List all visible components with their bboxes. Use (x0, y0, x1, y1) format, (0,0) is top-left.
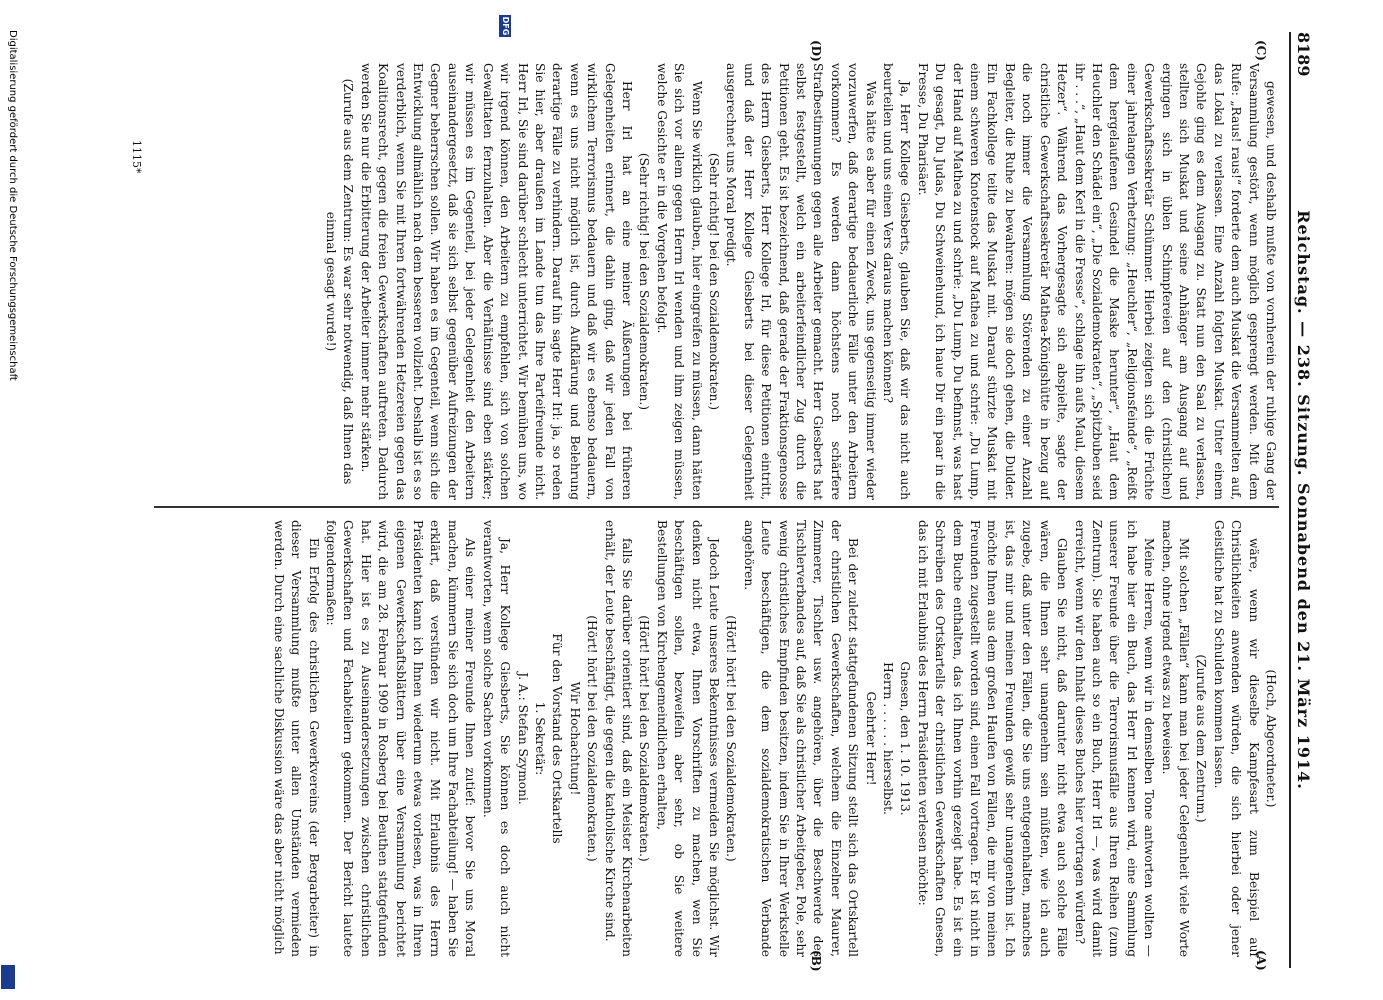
right-column-paragraph: Ja, Herr Kollege Giesberts, Sie können es doch auch nicht verantworten, wenn solche Sachen vorkommen. (480, 520, 513, 957)
margin-letter-d: (D) (809, 40, 823, 62)
right-column-paragraph: (Hoch, Abgeordneter.) (1264, 669, 1278, 808)
page-number: 8189 (1294, 32, 1313, 77)
right-column-paragraph: falls Sie darüber orientiert sind, daß ein Meister Kirchenarbeiten erhält, der Leute beschäftigt, die gegen die katholische Kirche sind. (602, 520, 634, 957)
column-rule (154, 506, 1279, 508)
dfg-logo-mark (1, 965, 15, 989)
right-column-paragraph: Jedoch Leute unseres Bekenntnisses vermeiden Sie möglichst. Wir denken nicht etwa, Ihnen Vorschriften zu machen, wen Sie beschäftigen sollen, bezweifeln aber sehr, ob Sie weitere Bestellungen von Kirchengemeindlichen erhalten, (654, 520, 721, 957)
header-rule (1289, 32, 1291, 968)
right-column-paragraph: Meine Herren, wenn wir in demselben Tone antworten wollten — ich habe hier ein Buch, das Herr Irl kennen wird, eine Sammlung unserer Freunde über die Terrorismusfälle aus Ihren Reihen (zum Zentrum). Sie haben auch so ein Buch, Herr Irl —, was wird damit erreicht, wenn wir den Inhalt dieses Buches hier vortragen würden? (1072, 520, 1157, 957)
right-column (149, 520, 1279, 957)
left-column-paragraph: (Zurufe aus dem Zentrum: Es war sehr notwendig, daß Ihnen das einmal gesagt wurde!) (324, 78, 356, 485)
margin-letter-b: (B) (809, 950, 823, 972)
side-credit (4, 30, 18, 990)
margin-letter-c: (C) (1254, 40, 1268, 61)
left-column (149, 63, 1279, 500)
right-column-paragraph: (Hört! hört! bei den Sozialdemokraten.) (585, 615, 600, 862)
right-column-paragraph: (Hört! hört! bei den Sozialdemokraten.) (637, 615, 652, 862)
right-column-paragraph: Ein Erfolg des christlichen Gewerkvereins (der Bergarbeiter) in dieser Versammlung mußte unter allen Umständen vermieden werden. Durch eine sachliche Diskussion wäre das aber nicht möglich (271, 520, 321, 957)
left-column-paragraph: Ja, Herr Kollege Giesberts, glauben Sie, daß wir das nicht auch beurteilen und uns einen Vers daraus machen können? (881, 63, 913, 500)
margin-letter-a: (A) (1254, 950, 1268, 971)
dfg-logo: DFG (501, 16, 510, 36)
right-column-paragraph: Herrn . . . . . . hierselbst. (881, 662, 896, 815)
signature-mark: 1115* (130, 140, 143, 174)
right-column-paragraph: Als einer meiner Freunde Ihnen zutief: bevor Sie uns Moral machen, kümmern Sie sich doch um Ihre Fachabteilung! — haben Sie erklärt, daß verstünden wir nicht. Mit Erlaubnis des Herrn Präsidenten kann ich Ihnen wiederum etwas vorlesen, was in Ihren eigenen Gewerkschaftsblättern über eine Versammlung berichtet wird, die am 28. Februar 1909 in Rosberg bei Beuthen stattgefunden hat. Hier ist es zu Auseinandersetzungen zwischen christlichen Gewerkschaften und Fachabteilern gekommen. Der Bericht lautete folgendermaßen: (324, 520, 478, 957)
left-column-paragraph: (Sehr richtig! bei den Sozialdemokraten.) (707, 152, 721, 411)
left-column-paragraph: Was hätte es aber für einen Zweck, uns gegenseitig immer wieder vorzuwerfen, daß derartige bedauerliche Fälle unter den Arbeitern vorkommen? Es werden dann höchstens noch schärfere Strafbestimmungen gegen alle Arbeiter gemacht. Herr Giesberts hat selbst festgestellt, welch ein arbeiterfeindlicher Zug durch die Petitionen geht. Es ist bezeichnend, daß gerade der Fraktionsgenosse des Herrn Giesberts, Herr Kollege Irl, für diese Petitionen eintritt, und daß der Herr Kollege Giesberts bei dieser Gelegenheit ausgerechnet uns Moral predigt. (724, 63, 878, 500)
right-column-paragraph: J. A.: Stefan Szymoni. (515, 672, 530, 805)
running-header (1291, 32, 1313, 968)
left-column-paragraph: Wenn Sie wirklich glauben, hier eingreifen zu müssen, dann hätten Sie sich vor allem gegen Herrn Irl wenden und ihm zeigen müssen, welche Gesichte er in die Vorgehen befolgt. (654, 63, 704, 500)
right-column-paragraph: wäre, wenn wir dieselbe Kampfesart zum Beispiel auf Christlichkeiten anwenden würden, die sich hierbei oder jener Geistliche hat zu Schulden kommen lassen. (1211, 520, 1261, 957)
right-column-paragraph: Bei der zuletzt stattgefundenen Sitzung stellt sich das Ortskartell der christlichen Gewerkschaften, welchem die Einzelner Maurer, Zimmerer, Tischler usw. angehören, über die Beschwerde des Tischlerverbandes auf, daß Sie als christlicher Arbeitgeber, Pole, sehr wenig christliches Empfinden besitzen, indem Sie in Ihrer Werkstelle Leute beschäftigen, die dem sozialdemokratischen Verbande angehören. (741, 520, 861, 957)
right-column-paragraph: Geehrter Herr! (863, 691, 878, 786)
right-column-paragraph: Glauben Sie nicht, daß darunter nicht etwa auch solche Fälle wären, die Ihnen sehr unangenehm sein müßten, wie ich auch zugebe, daß unter den Fällen, die Sie uns entgegenhalten, manches ist, das mir und meinen Freunden gewiß sehr unangenehm ist. Ich möchte Ihnen aus dem großen Haufen von Fällen, die mir von meinen Freunden zugestellt worden sind, einen Fall vortragen. Er ist nicht in dem Buche enthalten, das ich Ihnen vorhin gezeigt habe. Es ist ein Schreiben des Ortskartells der christlichen Gewerkschaften Gnesen, das ich mit Erlaubnis des Herrn Präsidenten verlesen möchte: (915, 520, 1070, 957)
right-column-paragraph: Mit solchen „Fällen“ kann man bei jeder Gelegenheit viele Worte machen, ohne irgend etwas zu beweisen. (1159, 520, 1191, 957)
left-column-paragraph: (Sehr richtig! bei den Sozialdemokraten.) (637, 152, 652, 411)
left-column-paragraph: gewesen, und deshalb mußte von vornherein der ruhige Gang der Versammlung gestört, wenn möglich gesprengt werden. Mit dem Rufe: „Raus! raus!“ forderte dem auch Muskat die Versammelten auf, das Lokal zu verlassen. Eine Anzahl folgten Muskat. Unter einem Gejohle ging es dem Ausgang zu. Statt nun den Saal zu verlassen, stellten sich Muskat und seine Anhänger am Ausgang auf und ergingen sich in üblen Schimpfereien auf den (christlichen) Gewerkschaftssekretär Schümmer. Hierbei zeigten sich die Früchte einer jahrelangen Verhetzung: „Heuchler“, „Religionsfeinde“, „Reißt dem hergelaufenen Gesindel die Maske herunter“, „Haut dem Heuchler den Schädel ein“, „Die Sozialdemokraten“, „Spitzbuben seid ihr . . .“, „Haut dem Kerl in die Fresse“, schlage ihn aufs Maul, diesem Hetzer“. Während das Vorhergesagte sich abspielte, sagte der christliche Gewerkschaftssekretär Mathea-Königshütte in bezug auf die noch immer die Versammlung Störenden zu einer Anzahl Begleiter, die Ruhe zu bewahren: mögen sie doch gehen, die Dulder. Ein Fachkollege teilte das Muskat mit. Darauf stürzte Muskat mit einem schweren Knotenstock auf Mathea zu und schrie: „Du Lump, der Hand auf Mathea zu und schrie: „Du Lump, Du befinnst, was hast Du gesagt, Du Judas, Du Schweinehund, ich haue Dir ein paar in die Fresse, Du Pharisäer. (915, 63, 1278, 500)
side-credit-text: Digitalisierung gefördert durch die Deutsche Forschungsgemeinschaft (7, 30, 18, 381)
right-column-paragraph: Für den Vorstand des Ortskartells (550, 633, 565, 844)
digitization-note (493, 0, 513, 1000)
right-column-paragraph: 1. Sekretär: (532, 701, 547, 776)
right-column-paragraph: Wir Hochachtung! (567, 681, 582, 796)
header-title: Reichstag. — 238. Sitzung. Sonnabend den 21. März 1914. (1294, 210, 1313, 790)
left-column-paragraph: Herr Irl hat an eine meiner Äußerungen bei früheren Gelegenheiten erinnert, die dahin ging, daß wir jeden Fall von wirklichem Terrorismus bedauern und daß wir es ebenso bedauern, wenn es uns nicht möglich ist, durch Aufklärung und Belehrung derartige Fälle zu verhindern. Darauf hin sagte Herr Irl: ja, so reden Sie hier, aber draußen im Lande tun das Ihre Parteifreunde nicht. Herr Irl, Sie sind darüber schlecht unterrichtet. Wir bemühen uns, wo wir irgend können, den Arbeitern zu empfehlen, sich von solchen Gewalttaten fernzuhalten. Aber die Verhältnisse sind eben stärker; wir müssen es im Gegenteil, bei jeder Gelegenheit den Arbeitern auseinandergesetzt, daß sie sich selbst gegenüber Aufreizungen der Gegner beherrschen sollen. Wir haben es im Gegenteil, wenn sich die Entwicklung allmählich nach dem besseren vollzieht. Deshalb ist es so verderblich, wenn Sie mit Ihren fortwährenden Hetzereien gegen das Koalitionsrecht, gegen die freien Gewerkschaften auftreten. Dadurch werden Sie nur die Erbitterung der Arbeiter immer mehr stärken. (358, 63, 634, 500)
right-column-paragraph: (Zurufe aus dem Zentrum.) (1194, 654, 1209, 823)
right-column-paragraph: Gnesen, den 1. 10. 1913. (898, 661, 913, 816)
right-column-paragraph: (Hört! hört! bei den Sozialdemokraten.) (724, 615, 739, 862)
